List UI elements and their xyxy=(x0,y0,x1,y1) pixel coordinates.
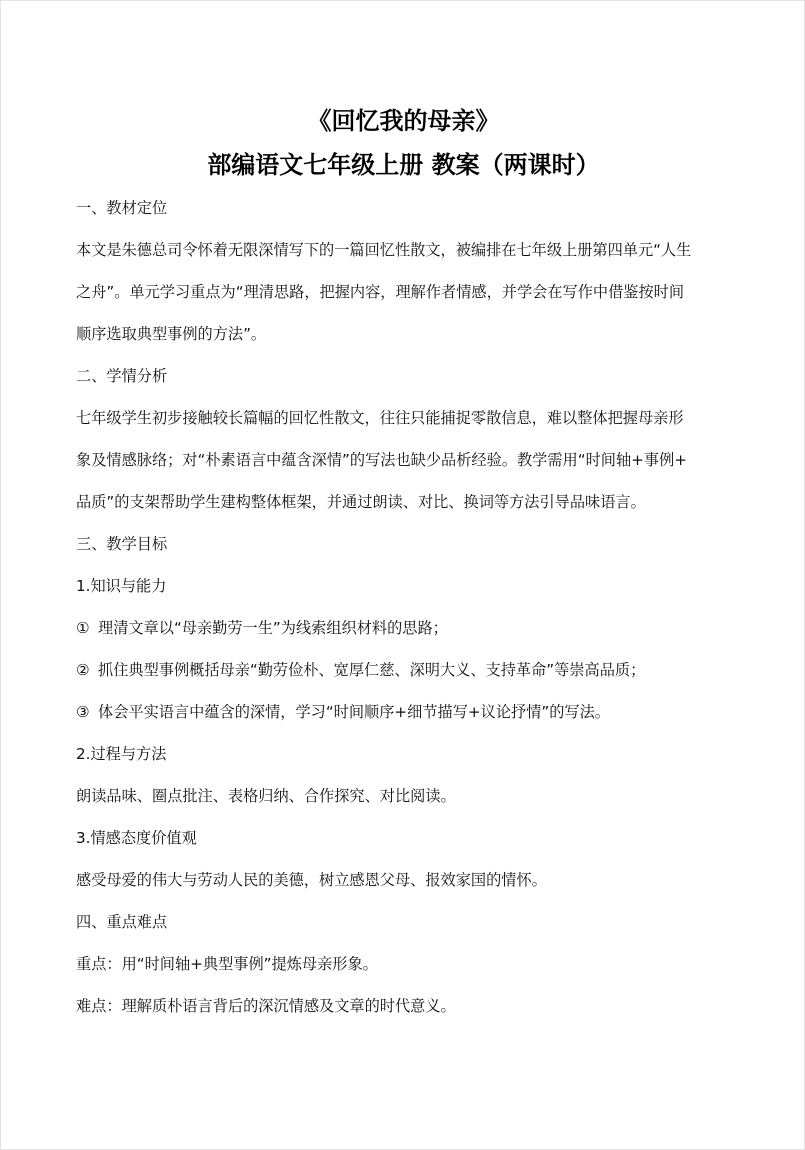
section-heading-key-difficulties: 四、重点难点 xyxy=(76,913,168,931)
goal-item-text: 体会平实语言中蕴含的深情，学习“时间顺序+细节描写+议论抒情”的写法。 xyxy=(98,703,610,721)
sub-heading-knowledge-ability: 1.知识与能力 xyxy=(76,577,167,595)
difficulty-line: 难点：理解质朴语言背后的深沉情感及文章的时代意义。 xyxy=(76,997,456,1015)
sub-heading-process-method: 2.过程与方法 xyxy=(76,745,167,763)
document-body xyxy=(76,195,736,1019)
document-subtitle: 部编语文七年级上册 教案（两课时） xyxy=(207,151,600,179)
section-heading-learner-analysis: 二、学情分析 xyxy=(76,367,168,385)
goal-item xyxy=(76,657,736,683)
item-marker: ② xyxy=(76,661,90,679)
paragraph-line: 朗读品味、圈点批注、表格归纳、合作探究、对比阅读。 xyxy=(76,787,456,805)
paragraph-line: 七年级学生初步接触较长篇幅的回忆性散文，往往只能捕捉零散信息，难以整体把握母亲形 xyxy=(76,409,684,427)
paragraph-line: 感受母爱的伟大与劳动人民的美德，树立感恩父母、报效家国的情怀。 xyxy=(76,871,547,889)
goal-item-text: 抓住典型事例概括母亲“勤劳俭朴、宽厚仁慈、深明大义、支持革命”等崇高品质； xyxy=(98,661,646,679)
section-heading-textbook-positioning: 一、教材定位 xyxy=(76,199,168,217)
paragraph-line: 品质”的支架帮助学生建构整体框架，并通过朗读、对比、换词等方法引导品味语言。 xyxy=(76,493,646,511)
section-heading-teaching-goals: 三、教学目标 xyxy=(76,535,168,553)
sub-heading-emotion-values: 3.情感态度价值观 xyxy=(76,829,197,847)
goal-item-text: 理清文章以“母亲勤劳一生”为线索组织材料的思路； xyxy=(98,619,448,637)
item-marker: ① xyxy=(76,619,90,637)
paragraph-line: 本文是朱德总司令怀着无限深情写下的一篇回忆性散文，被编排在七年级上册第四单元“人生 xyxy=(76,241,692,259)
document-title: 《回忆我的母亲》 xyxy=(307,107,500,135)
paragraph-line: 之舟”。单元学习重点为“理清思路，把握内容，理解作者情感，并学会在写作中借鉴按时间 xyxy=(76,283,685,301)
key-point-line: 重点：用“时间轴+典型事例”提炼母亲形象。 xyxy=(76,955,378,973)
paragraph-line: 顺序选取典型事例的方法”。 xyxy=(76,325,267,343)
goal-item xyxy=(76,699,736,725)
item-marker: ③ xyxy=(76,703,90,721)
paragraph-line: 象及情感脉络；对“朴素语言中蕴含深情”的写法也缺少品析经验。教学需用“时间轴+事例+ xyxy=(76,451,687,469)
goal-item xyxy=(76,615,736,641)
